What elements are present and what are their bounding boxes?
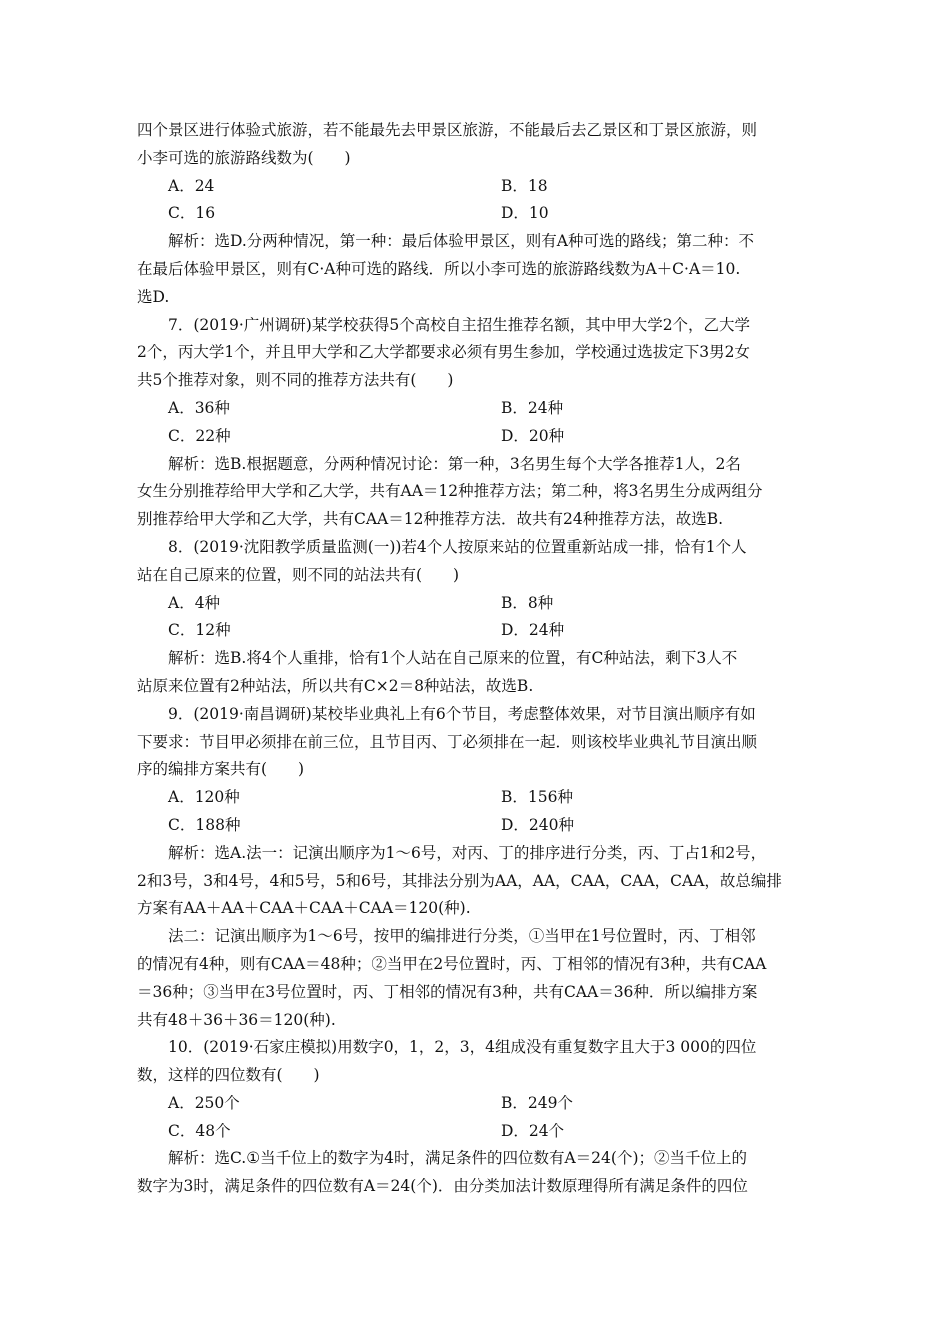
- answer-options-row: [137, 590, 817, 618]
- text-line: 2和3号，3和4号，4和5号，5和6号，其排法分别为AA，AA，CAA，CAA，CAA，故总编排: [137, 871, 782, 890]
- option-right: B．8种: [501, 593, 554, 612]
- text-line: 下要求：节目甲必须排在前三位，且节目丙、丁必须排在一起．则该校毕业典礼节目演出顺: [137, 732, 758, 751]
- option-right: D．24个: [501, 1121, 565, 1140]
- option-left: A．4种: [168, 593, 221, 612]
- option-right: D．240种: [501, 815, 575, 834]
- text-line: 共5个推荐对象，则不同的推荐方法共有( ): [137, 371, 454, 390]
- text-line: 四个景区进行体验式旅游，若不能最先去甲景区旅游，不能最后去乙景区和丁景区旅游，则: [137, 121, 758, 139]
- text-line: 在最后体验甲景区，则有C·A种可选的路线．所以小李可选的旅游路线数为A＋C·A＝10.: [137, 259, 741, 278]
- text-line: 数字为3时，满足条件的四位数有A＝24(个)．由分类加法计数原理得所有满足条件的四位: [137, 1177, 748, 1196]
- text-line: 8．(2019·沈阳教学质量监测(一))若4个人按原来站的位置重新站成一排，恰有1个人: [168, 537, 747, 556]
- option-right: D．24种: [501, 621, 565, 640]
- text-line: 法二：记演出顺序为1～6号，按甲的编排进行分类，①当甲在1号位置时，丙、丁相邻: [168, 927, 756, 946]
- text-line: 选D.: [137, 287, 170, 306]
- document-body: [137, 117, 817, 1201]
- text-line: 序的编排方案共有( ): [137, 760, 305, 779]
- text-line: 解析：选B.将4个人重排，恰有1个人站在自己原来的位置，有C种站法，剩下3人不: [168, 649, 738, 668]
- option-right: B．18: [501, 176, 548, 195]
- option-left: A．24: [168, 176, 215, 195]
- text-line: 别推荐给甲大学和乙大学，共有CAA＝12种推荐方法．故共有24种推荐方法，故选B.: [137, 510, 724, 529]
- option-left: C．188种: [168, 815, 241, 834]
- option-left: C．16: [168, 204, 216, 223]
- answer-options-row: [137, 1090, 817, 1118]
- text-line: 7．(2019·广州调研)某学校获得5个高校自主招生推荐名额，其中甲大学2个，乙大学: [168, 315, 751, 334]
- option-left: C．48个: [168, 1121, 231, 1140]
- text-line: 解析：选A.法一：记演出顺序为1～6号，对丙、丁的排序进行分类，丙、丁占1和2号，: [168, 843, 767, 862]
- text-line: 小李可选的旅游路线数为( ): [137, 148, 351, 167]
- text-line: 10．(2019·石家庄模拟)用数字0，1，2，3，4组成没有重复数字且大于3 000的四位: [168, 1038, 757, 1057]
- text-line: 站原来位置有2种站法，所以共有C×2＝8种站法，故选B.: [137, 676, 534, 695]
- text-line: 数，这样的四位数有( ): [137, 1066, 320, 1085]
- answer-options-row: [137, 173, 817, 201]
- text-line: 共有48＋36＋36＝120(种).: [137, 1010, 336, 1029]
- option-left: A．36种: [168, 398, 230, 417]
- option-right: B．24种: [501, 398, 564, 417]
- option-left: C．12种: [168, 621, 231, 640]
- text-line: 解析：选C.①当千位上的数字为4时，满足条件的四位数有A＝24(个)；②当千位上的: [168, 1149, 748, 1168]
- text-line: 女生分别推荐给甲大学和乙大学，共有AA＝12种推荐方法；第二种，将3名男生分成两组分: [137, 482, 763, 501]
- option-left: C．22种: [168, 426, 231, 445]
- option-right: B．249个: [501, 1093, 573, 1112]
- text-line: 的情况有4种，则有CAA＝48种；②当甲在2号位置时，丙、丁相邻的情况有3种，共有CAA: [137, 954, 767, 973]
- answer-options-row: [137, 395, 817, 423]
- option-right: D．20种: [501, 426, 565, 445]
- option-right: D．10: [501, 204, 549, 223]
- text-line: 解析：选D.分两种情况，第一种：最后体验甲景区，则有A种可选的路线；第二种：不: [168, 232, 754, 251]
- text-line: 2个，丙大学1个，并且甲大学和乙大学都要求必须有男生参加，学校通过选拔定下3男2女: [137, 343, 750, 362]
- text-line: ＝36种；③当甲在3号位置时，丙、丁相邻的情况有3种，共有CAA＝36种．所以编排方案: [137, 982, 758, 1001]
- text-line: 9．(2019·南昌调研)某校毕业典礼上有6个节目，考虑整体效果，对节目演出顺序有如: [168, 704, 756, 723]
- answer-options-row: [137, 1118, 817, 1146]
- answer-options-row: [137, 200, 817, 228]
- text-line: 站在自己原来的位置，则不同的站法共有( ): [137, 565, 460, 584]
- text-line: 方案有AA＋AA＋CAA＋CAA＋CAA＝120(种).: [137, 899, 471, 918]
- answer-options-row: [137, 784, 817, 812]
- option-right: B．156种: [501, 788, 573, 807]
- answer-options-row: [137, 812, 817, 840]
- answer-options-row: [137, 617, 817, 645]
- option-left: A．250个: [168, 1093, 240, 1112]
- text-line: 解析：选B.根据题意，分两种情况讨论：第一种，3名男生每个大学各推荐1人，2名: [168, 454, 741, 473]
- option-left: A．120种: [168, 788, 240, 807]
- answer-options-row: [137, 423, 817, 451]
